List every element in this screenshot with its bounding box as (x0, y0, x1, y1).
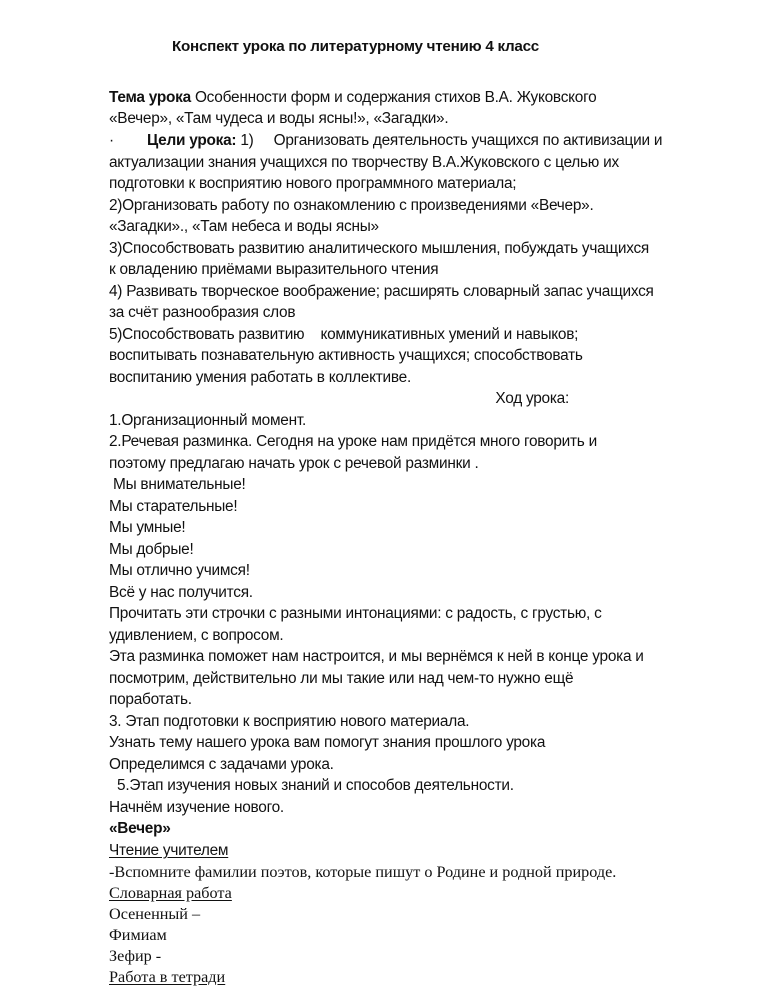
notebook-heading: Работа в тетради (109, 968, 226, 986)
topic-text: Особенности форм и содержания стихов В.А. Жуковского (190, 89, 597, 106)
course-heading: Ход урока: (495, 390, 569, 407)
goals-line: 2)Организовать работу по ознакомлению с произведениями «Вечер». (109, 197, 594, 214)
course-line: Всё у нас получится. (109, 584, 253, 601)
course-line: Мы умные! (109, 519, 186, 536)
course-line: Начнём изучение нового. (109, 799, 284, 816)
topic-line-2: «Вечер», «Там чудеса и воды ясны!», «Загадки». (109, 110, 449, 127)
poem-title: «Вечер» (109, 820, 171, 837)
course-line: поэтому предлагаю начать урок с речевой разминки . (109, 455, 479, 472)
goals-line: воспитывать познавательную активность учащихся; способствовать (109, 347, 583, 364)
goals-line: подготовки к восприятию нового программного материала; (109, 175, 517, 192)
course-line: 5.Этап изучения новых знаний и способов деятельности. (109, 777, 514, 794)
goals-line: 3)Способствовать развитию аналитического мышления, побуждать учащихся (109, 240, 649, 257)
goals-label: Цели урока: (147, 132, 237, 149)
goals-line: к овладению приёмами выразительного чтения (109, 261, 439, 278)
course-line: Определимся с задачами урока. (109, 756, 334, 773)
course-line: Прочитать эти строчки с разными интонациями: с радость, с грустью, с (109, 605, 602, 622)
goals-line: «Загадки»., «Там небеса и воды ясны» (109, 218, 379, 235)
course-line: Мы добрые! (109, 541, 194, 558)
course-line: 3. Этап подготовки к восприятию нового материала. (109, 713, 470, 730)
course-line: Мы внимательные! (109, 476, 246, 493)
topic-line-1 (109, 88, 596, 108)
goals-line: воспитанию умения работать в коллективе. (109, 369, 411, 386)
course-line: Узнать тему нашего урока вам помогут знания прошлого урока (109, 734, 546, 751)
question-line: -Вспомните фамилии поэтов, которые пишут о Родине и родной природе. (109, 863, 617, 881)
goals-line: 5)Способствовать развитию коммуникативных умений и навыков; (109, 326, 579, 343)
goals-line-1 (109, 131, 662, 151)
goals-line: актуализации знания учащихся по творчеству В.А.Жуковского с целью их (109, 154, 619, 171)
topic-label: Тема урока (109, 89, 191, 106)
course-line: 2.Речевая разминка. Сегодня на уроке нам придётся много говорить и (109, 433, 597, 450)
course-line: Мы старательные! (109, 498, 238, 515)
goals-line: за счёт разнообразия слов (109, 304, 296, 321)
vocab-word: Зефир - (109, 947, 162, 965)
vocab-heading: Словарная работа (109, 884, 232, 902)
course-line: поработать. (109, 691, 192, 708)
course-line: удивлением, с вопросом. (109, 627, 284, 644)
course-line: Эта разминка поможет нам настроится, и мы вернёмся к ней в конце урока и (109, 648, 644, 665)
course-line: 1.Организационный момент. (109, 412, 306, 429)
course-line: посмотрим, действительно ли мы такие или над чем-то нужно ещё (109, 670, 574, 687)
goals-line: 4) Развивать творческое воображение; расширять словарный запас учащихся (109, 283, 654, 300)
vocab-word: Осененный – (109, 905, 201, 923)
course-line: Мы отлично учимся! (109, 562, 250, 579)
document-title: Конспект урока по литературному чтению 4 класс (172, 38, 540, 55)
bullet-icon: · (109, 132, 114, 149)
teacher-reading-heading: Чтение учителем (109, 842, 229, 859)
vocab-word: Фимиам (109, 926, 167, 944)
goals-text: 1) Организовать деятельность учащихся по активизации и (236, 132, 663, 149)
